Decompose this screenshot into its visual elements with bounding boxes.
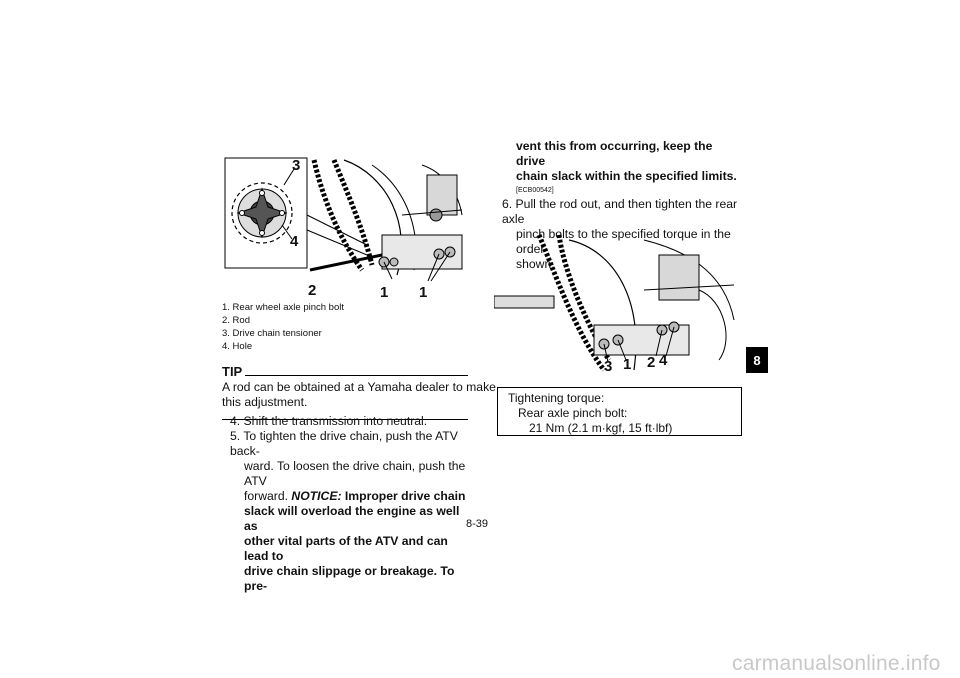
- callout-1: 1: [623, 356, 632, 373]
- callout-3: 3: [604, 358, 613, 375]
- callout-2: 2: [647, 354, 656, 371]
- caption-item: 3. Drive chain tensioner: [222, 328, 322, 339]
- section-tab-label: 8: [753, 352, 761, 368]
- callout-3: 3: [292, 157, 301, 174]
- callout-4: 4: [659, 352, 668, 369]
- figure-chain-tensioner: [222, 155, 468, 303]
- caption-item: 4. Hole: [222, 341, 253, 352]
- chain-tensioner-illustration: [222, 155, 468, 303]
- reference-code: [ECB00542]: [516, 187, 554, 194]
- callout-1b: 1: [419, 284, 428, 301]
- step-5: 5. To tighten the drive chain, push the ATV back- ward. To loosen the drive chain, push the ATV forward. NOTICE: Improper drive chain slack will overload the engine as well as other vital parts of the ATV and can lead to drive chain slippage or breakage. To pre-: [230, 429, 466, 593]
- torque-title: Tightening torque:: [508, 391, 605, 405]
- caption-item: 2. Rod: [222, 315, 250, 326]
- steps-right-column: vent this from occurring, keep the drive chain slack within the specified limits. [ECB00542] 6. Pull the rod out, and then tighten the rear axle pinch bolts to the specified torque in the order shown.: [502, 139, 744, 272]
- tip-heading: TIP: [222, 364, 243, 379]
- callout-2: 2: [308, 282, 317, 299]
- steps-left-column: [230, 414, 470, 594]
- torque-value: 21 Nm (2.1 m·kgf, 15 ft·lbf): [529, 421, 673, 435]
- tip-block: [222, 364, 496, 420]
- step-6: 6. Pull the rod out, and then tighten the rear axle pinch bolts to the specified torque in the order shown.: [502, 197, 738, 271]
- torque-spec-box: [497, 387, 742, 436]
- notice-label: NOTICE:: [291, 489, 342, 503]
- torque-item: Rear axle pinch bolt:: [518, 406, 628, 420]
- tip-rule: [245, 375, 468, 376]
- figure-caption-list: [222, 301, 344, 353]
- step-4: 4. Shift the transmission into neutral.: [230, 414, 428, 428]
- callout-1a: 1: [380, 284, 389, 301]
- tip-text-line: A rod can be obtained at a Yamaha dealer to make: [222, 380, 496, 394]
- callout-4: 4: [290, 233, 299, 250]
- tip-text-line: this adjustment.: [222, 395, 308, 409]
- caption-item: 1. Rear wheel axle pinch bolt: [222, 302, 344, 313]
- section-tab: [746, 347, 768, 373]
- page-number: 8-39: [466, 518, 489, 530]
- watermark: carmanualsonline.info: [732, 652, 941, 675]
- figure-tightening-order: [494, 230, 744, 380]
- tightening-order-illustration: [494, 230, 744, 380]
